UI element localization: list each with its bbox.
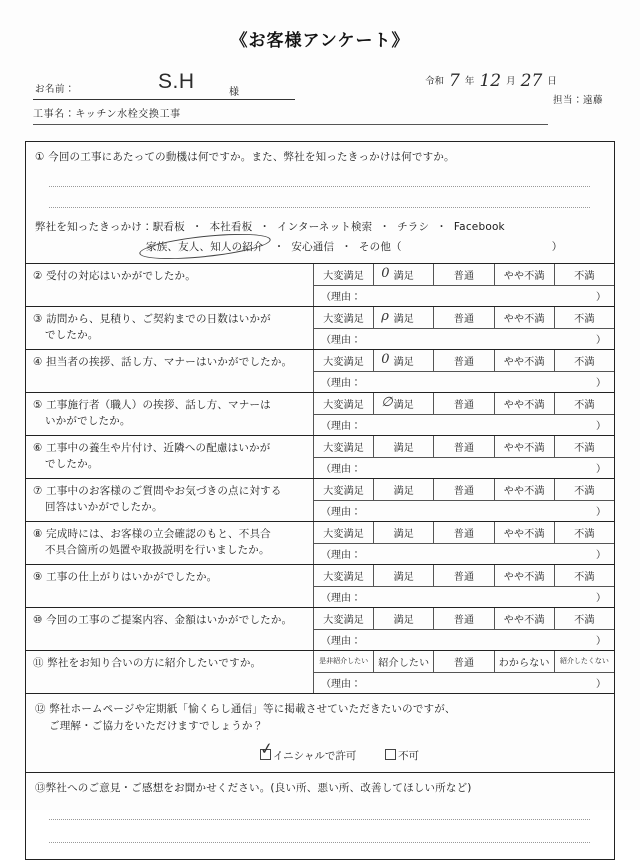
q10-option-dissatisfied[interactable]: 不満 (554, 608, 614, 629)
separator-dot: ・ (191, 220, 203, 233)
q2-option-somewhat-dissatisfied[interactable]: やや不満 (494, 264, 554, 285)
q2-reason-label: （理由： (321, 292, 361, 304)
q2-option-neutral[interactable]: 普通 (433, 264, 493, 285)
q7-option-satisfied[interactable]: 満足 (373, 479, 433, 500)
q6-option-satisfied[interactable]: 満足 (373, 436, 433, 457)
q1-option-anshin[interactable]: 安心通信 (291, 240, 335, 253)
q2-option-row (314, 264, 614, 285)
q9-text-spacer (33, 585, 307, 601)
q7-text-line-1: ⑦ 工事中のお客様のご質問やお気づきの点に対する (33, 484, 282, 497)
q5-text-cell (26, 393, 313, 435)
q5-reason-row[interactable] (314, 414, 614, 435)
q11-reason-close: ） (596, 679, 606, 691)
question-row-q8 (26, 521, 614, 564)
q5-option-neutral[interactable]: 普通 (433, 393, 493, 414)
q1-option-other[interactable]: その他（ (358, 240, 402, 253)
q5-selection-mark: ∅ (381, 394, 393, 410)
q9-option-satisfied[interactable]: 満足 (373, 565, 433, 586)
q1-source-line-2 (35, 239, 604, 254)
q9-reason-label: （理由： (321, 593, 361, 605)
q3-option-neutral[interactable]: 普通 (433, 307, 493, 328)
q5-option-satisfied[interactable]: 満足 ∅ (373, 393, 433, 414)
date-day-value: 27 (520, 71, 543, 91)
q11-option-recommend[interactable]: 紹介したい (373, 651, 433, 672)
rating-question-list (26, 263, 614, 650)
q2-option-very-satisfied[interactable]: 大変満足 (323, 270, 364, 282)
q3-text-cell (26, 307, 313, 349)
q11-text: ⑪ 弊社をお知り合いの方に紹介したいですか。 (33, 656, 262, 669)
q13-writing-line-1[interactable] (49, 819, 590, 820)
q12-choice-line (35, 738, 604, 763)
q10-option-row (314, 608, 614, 629)
question-row-q4 (26, 349, 614, 392)
q7-option-dissatisfied[interactable]: 不満 (554, 479, 614, 500)
q13-text: ⑬弊社へのご意見・ご感想をお聞かせください。(良い所、悪い所、改善してほしい所など) (35, 782, 472, 795)
q6-text-cell (26, 436, 313, 478)
q2-text-line-1: ② 受付の対応はいかがでしたか。 (33, 269, 196, 282)
q1-option-station[interactable]: 駅看板 (152, 220, 185, 233)
q6-text-line-1: ⑥ 工事中の養生や片付け、近隣への配慮はいかが (33, 441, 271, 454)
q3-option-dissatisfied[interactable]: 不満 (554, 307, 614, 328)
q2-reason-row[interactable] (314, 285, 614, 306)
q12-deny-label[interactable]: 不可 (398, 750, 420, 763)
q11-option-strongly-recommend[interactable]: 是非紹介したい (319, 657, 369, 666)
date-year-unit: 年 (464, 76, 475, 87)
date-block (425, 65, 615, 121)
q9-option-dissatisfied[interactable]: 不満 (554, 565, 614, 586)
q12-allow-checkbox[interactable] (258, 738, 275, 760)
date-month-value: 12 (479, 71, 502, 91)
q7-reason-label: （理由： (321, 507, 361, 519)
q10-option-neutral[interactable]: 普通 (433, 608, 493, 629)
q9-option-very-satisfied[interactable]: 大変満足 (323, 571, 364, 583)
q7-option-very-satisfied[interactable]: 大変満足 (323, 485, 364, 497)
question-row-q9 (26, 564, 614, 607)
q3-text-line-2: でしたか。 (45, 329, 99, 342)
q2-text-cell (26, 264, 313, 306)
q5-text-line-1: ⑤ 工事施行者（職人）の挨拶、話し方、マナーは (33, 398, 271, 411)
q10-text-spacer (33, 628, 307, 644)
project-underline (33, 124, 548, 125)
q5-option-row (314, 393, 614, 414)
q1-option-hq-sign[interactable]: 本社看板 (209, 220, 253, 233)
q5-reason-label: （理由： (321, 421, 361, 433)
q9-option-neutral[interactable]: 普通 (433, 565, 493, 586)
q4-option-somewhat-dissatisfied[interactable]: やや不満 (494, 350, 554, 371)
q3-reason-label: （理由： (321, 335, 361, 347)
q8-text-line-1: ⑧ 完成時には、お客様の立会確認のもと、不具合 (33, 527, 271, 540)
q4-option-neutral[interactable]: 普通 (433, 350, 493, 371)
date-era: 令和 (425, 76, 445, 87)
q8-reason-close: ） (596, 550, 606, 562)
q12-line2: ご理解・ご協力をいただけますでしょうか？ (49, 719, 264, 732)
q2-option-dissatisfied[interactable]: 不満 (554, 264, 614, 285)
q1-option-referral[interactable]: 家族、友人、知人の紹介 (143, 239, 267, 254)
q4-selection-mark: 0 (381, 351, 390, 367)
q7-text-cell (26, 479, 313, 521)
q3-text-line-1: ③ 訪問から、見積り、ご契約までの日数はいかが (33, 312, 271, 325)
q4-option-satisfied[interactable]: 満足 0 (373, 350, 433, 371)
q3-reason-close: ） (596, 335, 606, 347)
q1-option-other-close: ） (551, 240, 563, 253)
q7-text-line-2: 回答はいかがでしたか。 (45, 501, 163, 514)
customer-name-suffix: 様 (229, 87, 239, 98)
question-row-q3 (26, 306, 614, 349)
q7-options (313, 479, 614, 521)
q6-text-line-2: でしたか。 (45, 458, 99, 471)
q11-text-cell (26, 651, 313, 693)
q3-option-row (314, 307, 614, 328)
separator-dot: ・ (379, 220, 391, 233)
q9-option-somewhat-dissatisfied[interactable]: やや不満 (494, 565, 554, 586)
q5-options (313, 393, 614, 435)
q2-reason-close: ） (596, 292, 606, 304)
q1-option-facebook[interactable]: Facebook (453, 220, 505, 233)
q8-options (313, 522, 614, 564)
question-row-q6 (26, 435, 614, 478)
question-row-q12 (26, 693, 614, 773)
question-row-q10 (26, 607, 614, 650)
q5-text-line-2: いかがでしたか。 (45, 415, 131, 428)
q4-reason-label: （理由： (321, 378, 361, 390)
q6-option-dissatisfied[interactable]: 不満 (554, 436, 614, 457)
q2-text-spacer (33, 284, 307, 300)
separator-dot: ・ (259, 220, 271, 233)
q3-options (313, 307, 614, 349)
q9-text-cell (26, 565, 313, 607)
q8-option-very-satisfied[interactable]: 大変満足 (323, 528, 364, 540)
date-day-unit: 日 (547, 76, 557, 87)
staff-in-charge: 担当：遠藤 (552, 95, 603, 106)
q3-reason-row[interactable] (314, 328, 614, 349)
question-row-q7 (26, 478, 614, 521)
q4-option-very-satisfied[interactable]: 大変満足 (323, 356, 364, 368)
q10-text-cell (26, 608, 313, 650)
q12-deny-checkbox[interactable] (385, 749, 396, 760)
q1-source-label: 弊社を知ったきっかけ： (35, 220, 153, 233)
q6-reason-close: ） (596, 464, 606, 476)
header (0, 65, 640, 123)
q8-option-somewhat-dissatisfied[interactable]: やや不満 (494, 522, 554, 543)
survey-form (25, 141, 615, 860)
customer-name-label: お名前： (35, 84, 76, 95)
q8-text-line-2: 不具合箇所の処置や取扱説明を行いましたか。 (45, 544, 270, 557)
q3-selection-mark: ρ (381, 308, 390, 324)
q2-option-satisfied[interactable]: 満足 0 (373, 264, 433, 285)
customer-name-value: S.H (158, 70, 195, 93)
q1-option-flyer[interactable]: チラシ (397, 220, 430, 233)
question-row-q11 (26, 650, 614, 693)
q10-reason-close: ） (596, 636, 606, 648)
q1-option-internet[interactable]: インターネット検索 (277, 220, 373, 233)
q5-option-dissatisfied[interactable]: 不満 (554, 393, 614, 414)
q11-reason-label: （理由： (321, 679, 361, 691)
q5-reason-close: ） (596, 421, 606, 433)
q5-option-somewhat-dissatisfied[interactable]: やや不満 (494, 393, 554, 414)
q3-option-satisfied[interactable]: 満足 ρ (373, 307, 433, 328)
q7-reason-close: ） (596, 507, 606, 519)
q5-option-very-satisfied[interactable]: 大変満足 (323, 399, 364, 411)
q4-option-row (314, 350, 614, 371)
q8-option-dissatisfied[interactable]: 不満 (554, 522, 614, 543)
q4-options (313, 350, 614, 392)
q6-reason-label: （理由： (321, 464, 361, 476)
q4-text-cell (26, 350, 313, 392)
page-title: 《お客様アンケート》 (230, 31, 410, 51)
q2-selection-mark: 0 (381, 265, 390, 281)
q10-options (313, 608, 614, 650)
q9-options (313, 565, 614, 607)
q1-text: ① 今回の工事にあたっての動機は何ですか。また、弊社を知ったきっかけは何ですか。 (35, 151, 455, 163)
q8-reason-row[interactable] (314, 543, 614, 564)
q6-reason-row[interactable] (314, 457, 614, 478)
q4-reason-row[interactable] (314, 371, 614, 392)
q7-option-somewhat-dissatisfied[interactable]: やや不満 (494, 479, 554, 500)
customer-name-field (33, 69, 295, 100)
q9-reason-close: ） (596, 593, 606, 605)
q10-option-very-satisfied[interactable]: 大変満足 (323, 614, 364, 626)
q10-reason-label: （理由： (321, 636, 361, 648)
check-icon: ✓ (258, 738, 275, 760)
q1-source-line-1 (35, 219, 604, 234)
q6-options (313, 436, 614, 478)
date-year-value: 7 (449, 71, 460, 91)
q7-option-neutral[interactable]: 普通 (433, 479, 493, 500)
q11-option-row (314, 651, 614, 672)
q13-writing-line-2[interactable] (49, 842, 590, 843)
q8-reason-label: （理由： (321, 550, 361, 562)
q8-option-satisfied[interactable]: 満足 (373, 522, 433, 543)
q7-reason-row[interactable] (314, 500, 614, 521)
q10-text-line-1: ⑩ 今回の工事のご提案内容、金額はいかがでしたか。 (33, 613, 293, 626)
q12-allow-label[interactable]: イニシャルで許可 (273, 750, 357, 763)
separator-dot: ・ (341, 240, 352, 253)
q9-option-row (314, 565, 614, 586)
q4-text-spacer (33, 370, 307, 386)
question-row-q2 (26, 263, 614, 306)
q3-option-very-satisfied[interactable]: 大変満足 (323, 313, 364, 325)
question-row-q1 (26, 142, 614, 263)
q9-reason-row[interactable] (314, 586, 614, 607)
q8-text-cell (26, 522, 313, 564)
q6-option-somewhat-dissatisfied[interactable]: やや不満 (494, 436, 554, 457)
date-month-unit: 月 (506, 76, 516, 87)
date-line (425, 69, 557, 89)
project-name: 工事名：キッチン水栓交換工事 (33, 109, 181, 120)
q8-option-neutral[interactable]: 普通 (433, 522, 493, 543)
q11-reason-row[interactable] (314, 672, 614, 693)
q8-option-row (314, 522, 614, 543)
q11-option-neutral[interactable]: 普通 (433, 651, 493, 672)
q6-option-very-satisfied[interactable]: 大変満足 (323, 442, 364, 454)
q12-line1: ⑫ 弊社ホームページや定期紙「愉くらし通信」等に掲載させていただきたいのですが、 (35, 702, 456, 715)
separator-dot: ・ (436, 220, 447, 233)
question-row-q5 (26, 392, 614, 435)
q6-option-neutral[interactable]: 普通 (433, 436, 493, 457)
question-row-q13 (26, 772, 614, 859)
q1-writing-line-1 (49, 186, 590, 187)
q10-reason-row[interactable] (314, 629, 614, 650)
q9-text-line-1: ⑨ 工事の仕上がりはいかがでしたか。 (33, 570, 218, 583)
q11-option-unsure[interactable]: わからない (494, 651, 554, 672)
separator-dot: ・ (273, 240, 285, 253)
q10-option-satisfied[interactable]: 満足 (373, 608, 433, 629)
q1-writing-line-2 (49, 207, 590, 208)
q3-option-somewhat-dissatisfied[interactable]: やや不満 (494, 307, 554, 328)
q4-reason-close: ） (596, 378, 606, 390)
q11-option-not-recommend[interactable]: 紹介したくない (554, 651, 614, 672)
q6-option-row (314, 436, 614, 457)
q4-text-line-1: ④ 担当者の挨拶、話し方、マナーはいかがでしたか。 (33, 355, 293, 368)
q7-option-row (314, 479, 614, 500)
q2-options (313, 264, 614, 306)
q11-options (313, 651, 614, 693)
q4-option-dissatisfied[interactable]: 不満 (554, 350, 614, 371)
q10-option-somewhat-dissatisfied[interactable]: やや不満 (494, 608, 554, 629)
